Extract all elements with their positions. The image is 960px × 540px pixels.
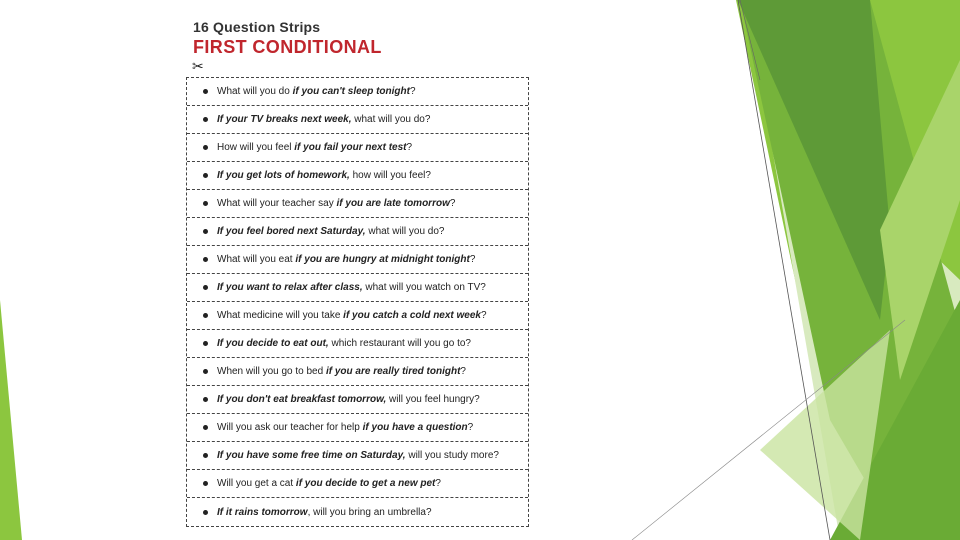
question-text xyxy=(217,478,441,489)
conditional-clause: If your TV breaks next week, xyxy=(217,114,352,125)
bullet-icon xyxy=(203,173,208,178)
question-text xyxy=(217,114,430,125)
conditional-clause: if you have a question xyxy=(362,422,468,433)
conditional-clause: If you have some free time on Saturday, xyxy=(217,450,406,461)
question-text xyxy=(217,450,499,461)
question-strips-list xyxy=(186,77,529,527)
bullet-icon xyxy=(203,229,208,234)
conditional-clause: if you catch a cold next week xyxy=(343,310,481,321)
question-strip xyxy=(187,78,528,106)
conditional-clause: If it rains tomorrow xyxy=(217,506,308,518)
question-text xyxy=(217,254,475,265)
bullet-icon xyxy=(203,285,208,290)
question-strip xyxy=(187,162,528,190)
conditional-clause: If you decide to eat out, xyxy=(217,338,329,349)
question-strip xyxy=(187,134,528,162)
bullet-icon xyxy=(203,89,208,94)
question-text xyxy=(217,366,466,377)
question-clause: What will you eat xyxy=(217,254,296,265)
question-strip xyxy=(187,414,528,442)
bullet-icon xyxy=(203,313,208,318)
question-clause: what will you watch on TV? xyxy=(362,282,486,293)
bullet-icon xyxy=(203,257,208,262)
question-strip xyxy=(187,442,528,470)
question-clause: , will you bring an umbrella? xyxy=(307,506,432,518)
conditional-clause: if you are really tired tonight xyxy=(325,366,461,377)
question-strip xyxy=(187,106,528,134)
question-text xyxy=(217,198,455,209)
question-text xyxy=(217,170,431,181)
conditional-clause: if you are late tomorrow xyxy=(336,198,450,209)
question-clause: ? xyxy=(409,86,416,97)
question-clause: what will you do? xyxy=(351,114,431,125)
question-clause: will you study more? xyxy=(405,450,499,461)
bullet-icon xyxy=(203,145,208,150)
bullet-icon xyxy=(203,425,208,430)
question-strip xyxy=(187,358,528,386)
conditional-clause: if you decide to get a new pet xyxy=(295,478,436,489)
question-strip xyxy=(187,498,528,526)
question-text xyxy=(217,338,471,349)
question-strip xyxy=(187,302,528,330)
conditional-clause: If you want to relax after class, xyxy=(217,282,363,293)
bullet-icon xyxy=(203,369,208,374)
question-text xyxy=(217,310,487,321)
question-clause: What will your teacher say xyxy=(217,198,337,209)
question-clause: What will you do xyxy=(217,86,293,97)
question-text xyxy=(217,507,432,518)
bullet-icon xyxy=(203,117,208,122)
question-clause: Will you ask our teacher for help xyxy=(217,422,363,433)
question-text xyxy=(217,422,473,433)
conditional-clause: if you can't sleep tonight xyxy=(292,86,410,97)
bullet-icon xyxy=(203,397,208,402)
question-clause: ? xyxy=(406,142,413,153)
question-clause: How will you feel xyxy=(217,142,295,153)
question-text xyxy=(217,86,416,97)
question-clause: will you feel hungry? xyxy=(386,394,480,405)
conditional-clause: if you are hungry at midnight tonight xyxy=(295,254,470,265)
question-text xyxy=(217,394,480,405)
question-clause: how will you feel? xyxy=(349,170,431,181)
question-clause: which restaurant will you go to? xyxy=(328,338,471,349)
question-strip xyxy=(187,246,528,274)
worksheet-subtitle: 16 Question Strips xyxy=(193,19,321,35)
worksheet-page xyxy=(186,0,531,540)
question-clause: What medicine will you take xyxy=(217,310,344,321)
question-clause: ? xyxy=(481,310,487,321)
bullet-icon xyxy=(203,481,208,486)
question-clause: ? xyxy=(449,198,456,209)
bullet-icon xyxy=(203,341,208,346)
bullet-icon xyxy=(203,453,208,458)
question-clause: ? xyxy=(460,366,466,377)
scissors-icon: ✂ xyxy=(192,58,204,74)
bullet-icon xyxy=(203,510,208,515)
conditional-clause: If you feel bored next Saturday, xyxy=(217,226,366,237)
left-green-sliver xyxy=(0,300,22,540)
question-strip xyxy=(187,190,528,218)
question-strip xyxy=(187,470,528,498)
worksheet-title: FIRST CONDITIONAL xyxy=(193,37,382,57)
question-clause: ? xyxy=(469,254,476,265)
conditional-clause: if you fail your next test xyxy=(294,142,407,153)
question-strip xyxy=(187,218,528,246)
question-clause: ? xyxy=(435,478,441,489)
question-text xyxy=(217,142,412,153)
question-strip xyxy=(187,386,528,414)
question-clause: When will you go to bed xyxy=(217,366,326,377)
question-strip xyxy=(187,274,528,302)
question-clause: Will you get a cat xyxy=(217,478,296,489)
question-text xyxy=(217,226,445,237)
question-text xyxy=(217,282,486,293)
question-clause: ? xyxy=(467,422,474,433)
question-clause: what will you do? xyxy=(365,226,445,237)
conditional-clause: If you don't eat breakfast tomorrow, xyxy=(217,394,387,405)
bullet-icon xyxy=(203,201,208,206)
conditional-clause: If you get lots of homework, xyxy=(217,170,350,181)
question-strip xyxy=(187,330,528,358)
